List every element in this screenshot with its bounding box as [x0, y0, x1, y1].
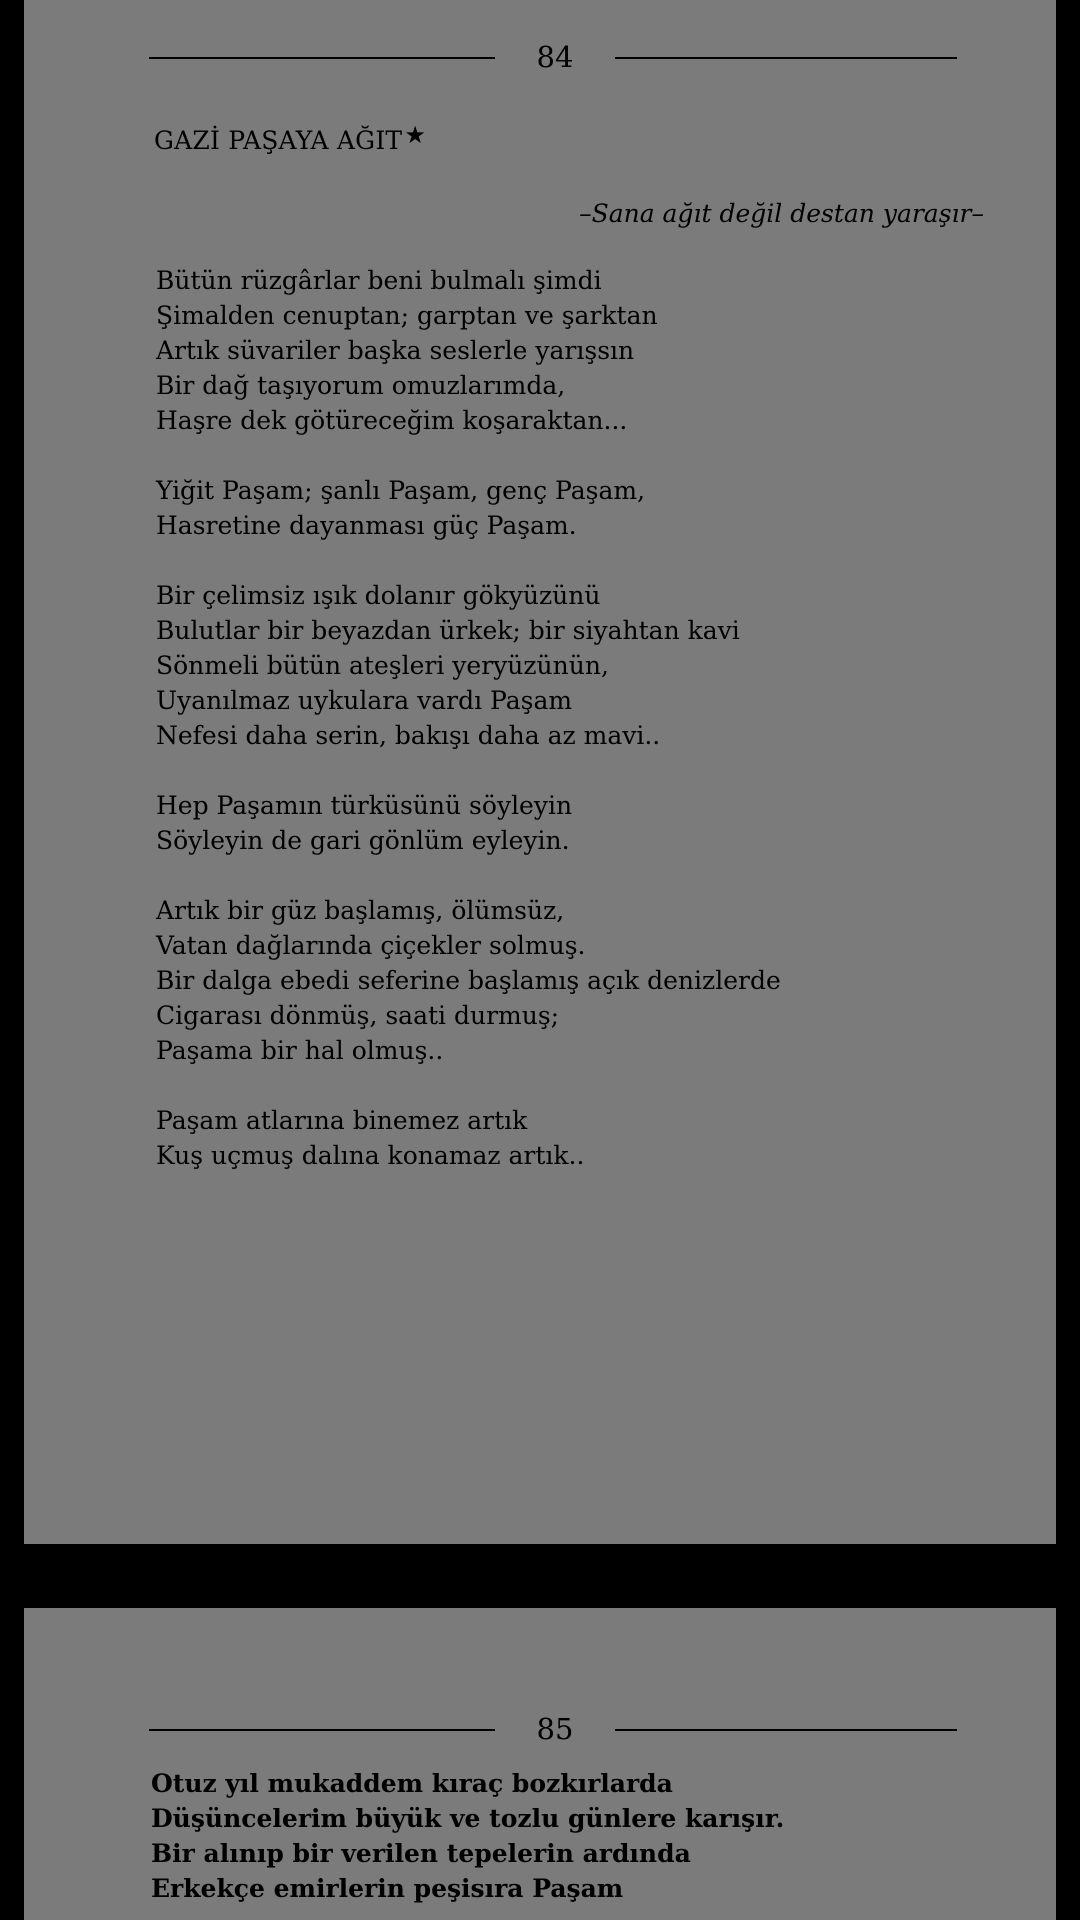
- poem-line: Erkekçe emirlerin peşisıra Paşam: [151, 1874, 624, 1903]
- poem-line: Şimalden cenuptan; garptan ve şarktan: [156, 301, 658, 330]
- poem-line: Söyleyin de gari gönlüm eyleyin.: [156, 826, 570, 855]
- page-85: [24, 1608, 1056, 1920]
- poem-line: Bir alınıp bir verilen tepelerin ardında: [151, 1839, 691, 1868]
- poem-line: Uyanılmaz uykulara vardı Paşam: [156, 686, 573, 715]
- stanza: [156, 788, 1036, 858]
- page-number: 85: [536, 1712, 574, 1746]
- epigraph: –Sana ağıt değil destan yaraşır–: [579, 199, 984, 228]
- poem-line: Paşama bir hal olmuş..: [156, 1036, 444, 1065]
- poem-line: Bulutlar bir beyazdan ürkek; bir siyahtan kavi: [156, 616, 740, 645]
- page-number: 84: [536, 40, 574, 74]
- poem-line: Bir dalga ebedi seferine başlamış açık denizlerde: [156, 966, 781, 995]
- stanza: [156, 473, 1036, 543]
- header-rule-left: [149, 1729, 495, 1731]
- poem-line: Yiğit Paşam; şanlı Paşam, genç Paşam,: [156, 476, 646, 505]
- page-84: [24, 0, 1056, 1544]
- poem-line: Sönmeli bütün ateşleri yeryüzünün,: [156, 651, 609, 680]
- poem-line: Artık süvariler başka seslerle yarışsın: [156, 336, 635, 365]
- stanza: [151, 1766, 1031, 1906]
- poem-title: [154, 118, 426, 158]
- poem-body: [156, 263, 1036, 1208]
- poem-line: Hep Paşamın türküsünü söyleyin: [156, 791, 573, 820]
- header-rule-left: [149, 57, 495, 59]
- poem-line: Haşre dek götüreceğim koşaraktan...: [156, 406, 628, 435]
- stanza: [156, 1103, 1036, 1173]
- poem-line: Otuz yıl mukaddem kıraç bozkırlarda: [151, 1769, 673, 1798]
- poem-line: Bir çelimsiz ışık dolanır gökyüzünü: [156, 581, 601, 610]
- footnote-star-icon: ★: [404, 121, 427, 149]
- poem-line: Paşam atlarına binemez artık: [156, 1106, 528, 1135]
- poem-line: Bütün rüzgârlar beni bulmalı şimdi: [156, 266, 602, 295]
- stanza: [156, 578, 1036, 753]
- stanza: [156, 893, 1036, 1068]
- poem-line: Vatan dağlarında çiçekler solmuş.: [156, 931, 586, 960]
- page-header: [24, 1709, 1056, 1749]
- poem-line: Cigarası dönmüş, saati durmuş;: [156, 1001, 560, 1030]
- poem-line: Hasretine dayanması güç Paşam.: [156, 511, 577, 540]
- stanza: [156, 263, 1036, 438]
- poem-title-text: GAZİ PAŞAYA AĞIT: [154, 126, 403, 155]
- poem-line: Nefesi daha serin, bakışı daha az mavi..: [156, 721, 661, 750]
- header-rule-right: [615, 1729, 957, 1731]
- header-rule-right: [615, 57, 957, 59]
- poem-body: [151, 1766, 1031, 1920]
- poem-line: Kuş uçmuş dalına konamaz artık..: [156, 1141, 585, 1170]
- page-header: [24, 37, 1056, 77]
- poem-line: Düşüncelerim büyük ve tozlu günlere karışır.: [151, 1804, 785, 1833]
- poem-line: Artık bir güz başlamış, ölümsüz,: [156, 896, 565, 925]
- poem-line: Bir dağ taşıyorum omuzlarımda,: [156, 371, 566, 400]
